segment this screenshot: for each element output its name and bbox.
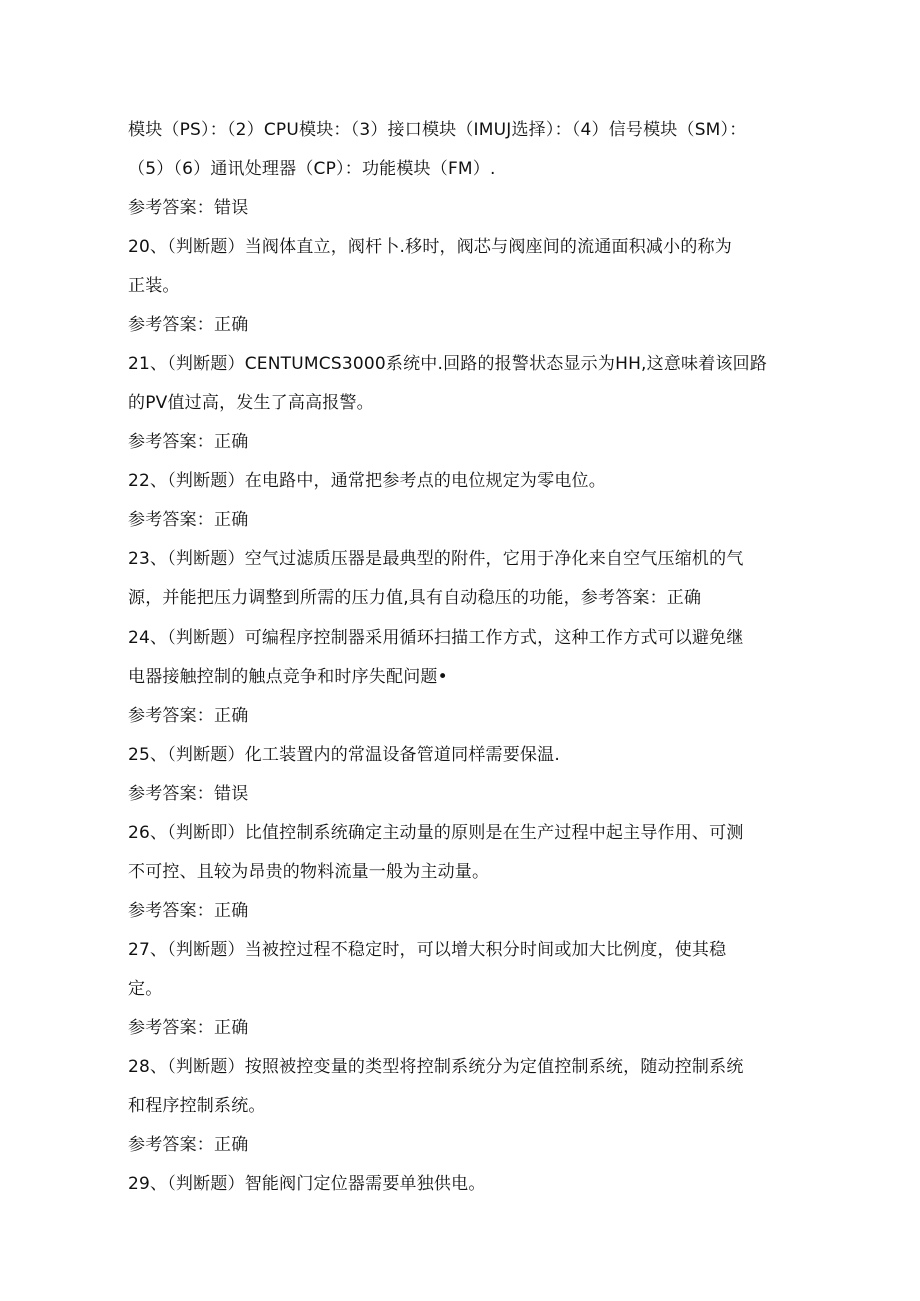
question-24-line-1: 24、（判断题）可编程序控制器采用循环扫描工作方式，这种工作方式可以避免继 (128, 628, 744, 648)
question-29: 29、（判断题）智能阀门定位器需要单独供电。 (128, 1174, 486, 1194)
question-24-line-2: 电器接触控制的触点竞争和时序失配问题• (128, 667, 448, 687)
text-line-1: 模块（PS）：（2）CPU模块：（3）接口模块（IMUJ选择）：（4）信号模块（SM）： (128, 120, 747, 140)
answer-28: 参考答案：正确 (128, 1135, 249, 1155)
answer-25: 参考答案：错误 (128, 784, 249, 804)
question-22: 22、（判断题）在电路中，通常把参考点的电位规定为零电位。 (128, 471, 606, 491)
question-20-line-1: 20、（判断题）当阀体直立，阀杆卜.移时，阀芯与阀座间的流通面积减小的称为 (128, 237, 732, 257)
answer-24: 参考答案：正确 (128, 706, 249, 726)
question-28-line-1: 28、（判断题）按照被控变量的类型将控制系统分为定值控制系统，随动控制系统 (128, 1057, 744, 1077)
question-27-line-2: 定。 (128, 979, 163, 999)
question-26-line-1: 26、（判断即）比值控制系统确定主动量的原则是在生产过程中起主导作用、可测 (128, 823, 744, 843)
answer-21: 参考答案：正确 (128, 432, 249, 452)
question-23-line-1: 23、（判断题）空气过滤质压器是最典型的附件，它用于净化来自空气压缩机的气 (128, 549, 744, 569)
answer-20: 参考答案：正确 (128, 315, 249, 335)
question-26-line-2: 不可控、且较为昂贵的物料流量一般为主动量。 (128, 862, 490, 882)
answer-line: 参考答案：错误 (128, 198, 249, 218)
question-25: 25、（判断题）化工装置内的常温设备管道同样需要保温. (128, 745, 560, 765)
answer-26: 参考答案：正确 (128, 901, 249, 921)
answer-22: 参考答案：正确 (128, 510, 249, 530)
question-23-line-2: 源，并能把压力调整到所需的压力值,具有自动稳压的功能，参考答案：正确 (128, 588, 702, 608)
question-28-line-2: 和程序控制系统。 (128, 1096, 266, 1116)
question-27-line-1: 27、（判断题）当被控过程不稳定时，可以增大积分时间或加大比例度，使其稳 (128, 940, 727, 960)
answer-27: 参考答案：正确 (128, 1018, 249, 1038)
text-line-2: （5）（6）通讯处理器（CP）：功能模块（FM）. (128, 159, 496, 179)
question-20-line-2: 正装。 (128, 276, 180, 296)
question-21-line-1: 21、（判断题）CENTUMCS3000系统中.回路的报警状态显示为HH,这意味着该回路 (128, 354, 768, 374)
question-21-line-2: 的PV值过高，发生了高高报警。 (128, 393, 374, 413)
